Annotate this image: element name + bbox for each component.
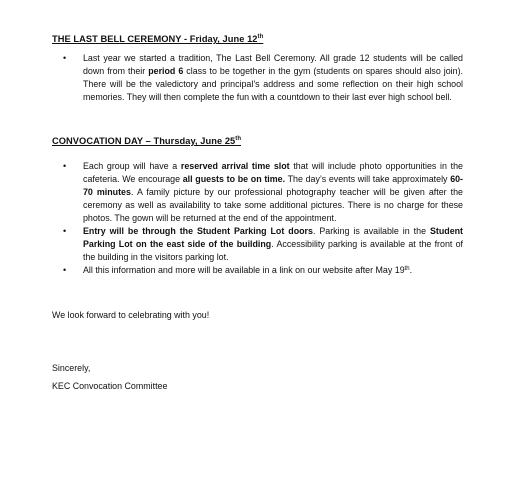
convocation-day-heading-sup: th — [235, 136, 242, 142]
bullet-item — [0, 52, 463, 104]
last-bell-heading-sup: th — [257, 34, 264, 40]
bullet-item — [0, 225, 463, 264]
bullet-dot-icon: • — [63, 53, 67, 63]
body-text: that will include photo opportunities in the cafeteria. We encourage — [83, 161, 463, 184]
bold-text: all guests to be on time. — [182, 174, 286, 184]
convocation-day-heading — [52, 136, 241, 146]
signature-text: KEC Convocation Committee — [52, 381, 168, 391]
body-text: All this information and more will be available in a link on our website after May 19 — [83, 265, 405, 275]
last-bell-heading-text: THE LAST BELL CEREMONY - Friday, June 12 — [52, 34, 258, 44]
bold-text: period 6 — [148, 66, 184, 76]
bold-text: Entry will be through the Student Parking Lot doors — [83, 226, 313, 236]
body-text: The day’s events will take approximately — [285, 174, 451, 184]
bold-text: Student Parking Lot on the east side of the building — [83, 226, 464, 249]
body-text: . — [409, 265, 413, 275]
bold-text: 60-70 minutes — [83, 174, 464, 197]
body-text: Last year we started a tradition, The Last Bell Ceremony. All grade 12 students will be called down from their — [83, 53, 463, 76]
convocation-bullet-list — [0, 160, 463, 277]
last-bell-heading — [52, 34, 263, 44]
body-text: Each group will have a — [83, 161, 181, 171]
bold-text: reserved arrival time slot — [180, 161, 290, 171]
bullet-dot-icon: • — [63, 265, 67, 275]
body-text: . A family picture by our professional photography teacher will be given after the ceremony as well as availability to take some additional pictures. There is no charge for these photos. The gown will be returned at the end of the appointment. — [83, 187, 463, 223]
bullet-dot-icon: • — [63, 226, 67, 236]
body-text: . Accessibility parking is available at the front of the building in the visitors parking lot. — [83, 239, 463, 262]
body-text: class to be together in the gym (students on spares should also join). There will be the valedictory and principal’s address and some reflection on their high school memories. They will then complete the fun with a countdown to their last ever high school bell. — [83, 66, 464, 102]
signoff-text: Sincerely, — [52, 363, 91, 373]
bullet-item — [0, 160, 463, 225]
bullet-dot-icon: • — [63, 161, 67, 171]
body-text: . Parking is available in the — [312, 226, 430, 236]
convocation-day-heading-text: CONVOCATION DAY – Thursday, June 25 — [52, 136, 236, 146]
closing-message: We look forward to celebrating with you! — [52, 310, 210, 320]
superscript-text: th — [404, 266, 410, 272]
bullet-item — [0, 264, 463, 277]
last-bell-bullet-list — [0, 52, 463, 104]
